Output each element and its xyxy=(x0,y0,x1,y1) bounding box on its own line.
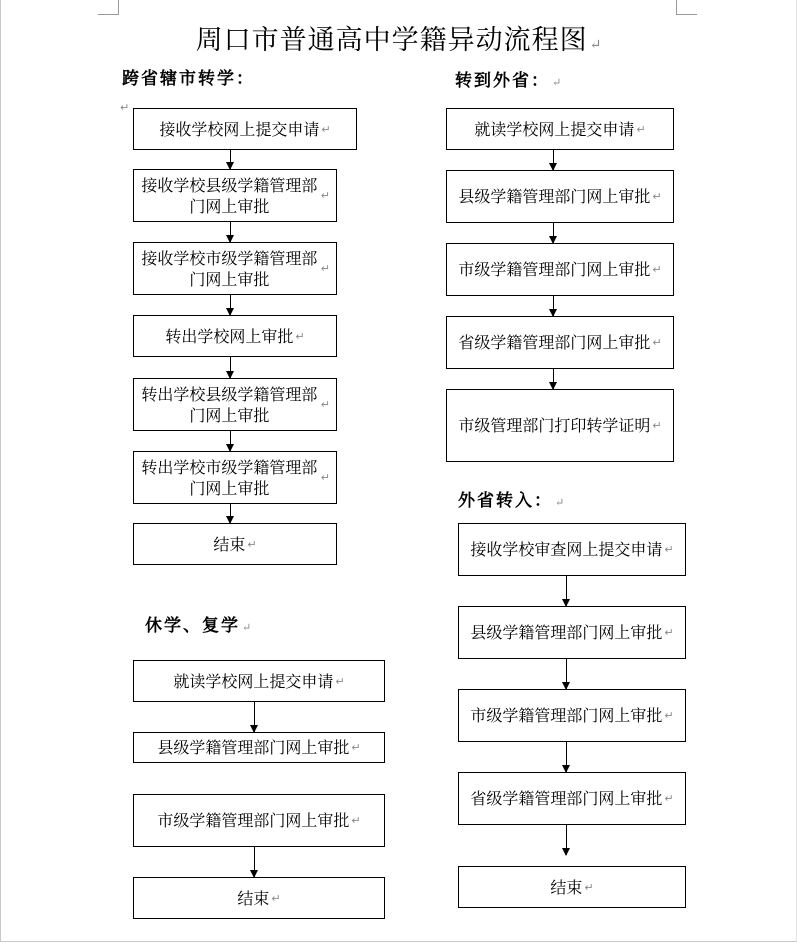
heading-transfer-out-province: 转到外省： ↵ xyxy=(455,71,562,91)
flow-arrow xyxy=(553,223,554,243)
flow-step-box: 市级学籍管理部门网上审批 ↵ xyxy=(446,243,674,296)
flow-step-box: 接收学校审查网上提交申请 ↵ xyxy=(458,523,686,576)
heading-cross-province-city: 跨省辖市转学： xyxy=(122,69,255,89)
flow-step-box: 就读学校网上提交申请 ↵ xyxy=(133,660,385,702)
flow-step-box: 接收学校市级学籍管理部门网上审批 ↵ xyxy=(133,242,337,295)
flow-arrow xyxy=(566,576,567,606)
document-title: 周口市普通高中学籍异动流程图 ↵ xyxy=(195,25,602,56)
heading-suspend-resume: 休学、复学 ↵ xyxy=(145,616,252,636)
flow-step-box: 接收学校网上提交申请 ↵ xyxy=(133,108,357,150)
flow-arrow xyxy=(566,659,567,689)
flow-arrow xyxy=(230,150,231,169)
flow-step-box: 市级学籍管理部门网上审批 ↵ xyxy=(458,689,686,742)
margin-corner-top-left xyxy=(98,0,119,15)
flow-step-box: 市级学籍管理部门网上审批 ↵ xyxy=(133,794,385,847)
flow-end-box: 结束 ↵ xyxy=(458,866,686,908)
flow-arrow xyxy=(230,222,231,242)
flow-step-box: 市级管理部门打印转学证明 ↵ xyxy=(446,389,674,462)
flow-step-box: 转出学校市级学籍管理部门网上审批 ↵ xyxy=(133,451,337,504)
paragraph-mark: ↵ xyxy=(120,101,130,114)
flow-step-box: 省级学籍管理部门网上审批 ↵ xyxy=(446,316,674,369)
flow-arrow xyxy=(230,295,231,315)
flow-arrow xyxy=(553,369,554,389)
flow-arrow xyxy=(254,847,255,877)
flow-step-box: 省级学籍管理部门网上审批 ↵ xyxy=(458,772,686,825)
flow-arrow xyxy=(566,825,567,855)
margin-corner-top-right xyxy=(676,0,697,15)
flow-arrow xyxy=(254,702,255,732)
flow-arrow xyxy=(553,150,554,170)
heading-transfer-in-province: 外省转入： ↵ xyxy=(458,491,565,511)
flow-end-box: 结束 ↵ xyxy=(133,877,385,919)
flow-arrow xyxy=(230,431,231,451)
flow-step-box: 接收学校县级学籍管理部门网上审批 ↵ xyxy=(133,169,337,222)
flow-step-box: 县级学籍管理部门网上审批 ↵ xyxy=(133,732,385,763)
flow-step-box: 转出学校网上审批 ↵ xyxy=(133,315,337,357)
flow-arrow xyxy=(230,504,231,523)
flow-step-box: 转出学校县级学籍管理部门网上审批 ↵ xyxy=(133,378,337,431)
flow-arrow xyxy=(566,742,567,772)
flow-arrow xyxy=(230,357,231,378)
flow-step-box: 县级学籍管理部门网上审批 ↵ xyxy=(446,170,674,223)
flow-step-box: 就读学校网上提交申请 ↵ xyxy=(446,108,674,150)
flow-end-box: 结束 ↵ xyxy=(133,523,337,565)
flow-arrow xyxy=(553,296,554,316)
flow-step-box: 县级学籍管理部门网上审批 ↵ xyxy=(458,606,686,659)
